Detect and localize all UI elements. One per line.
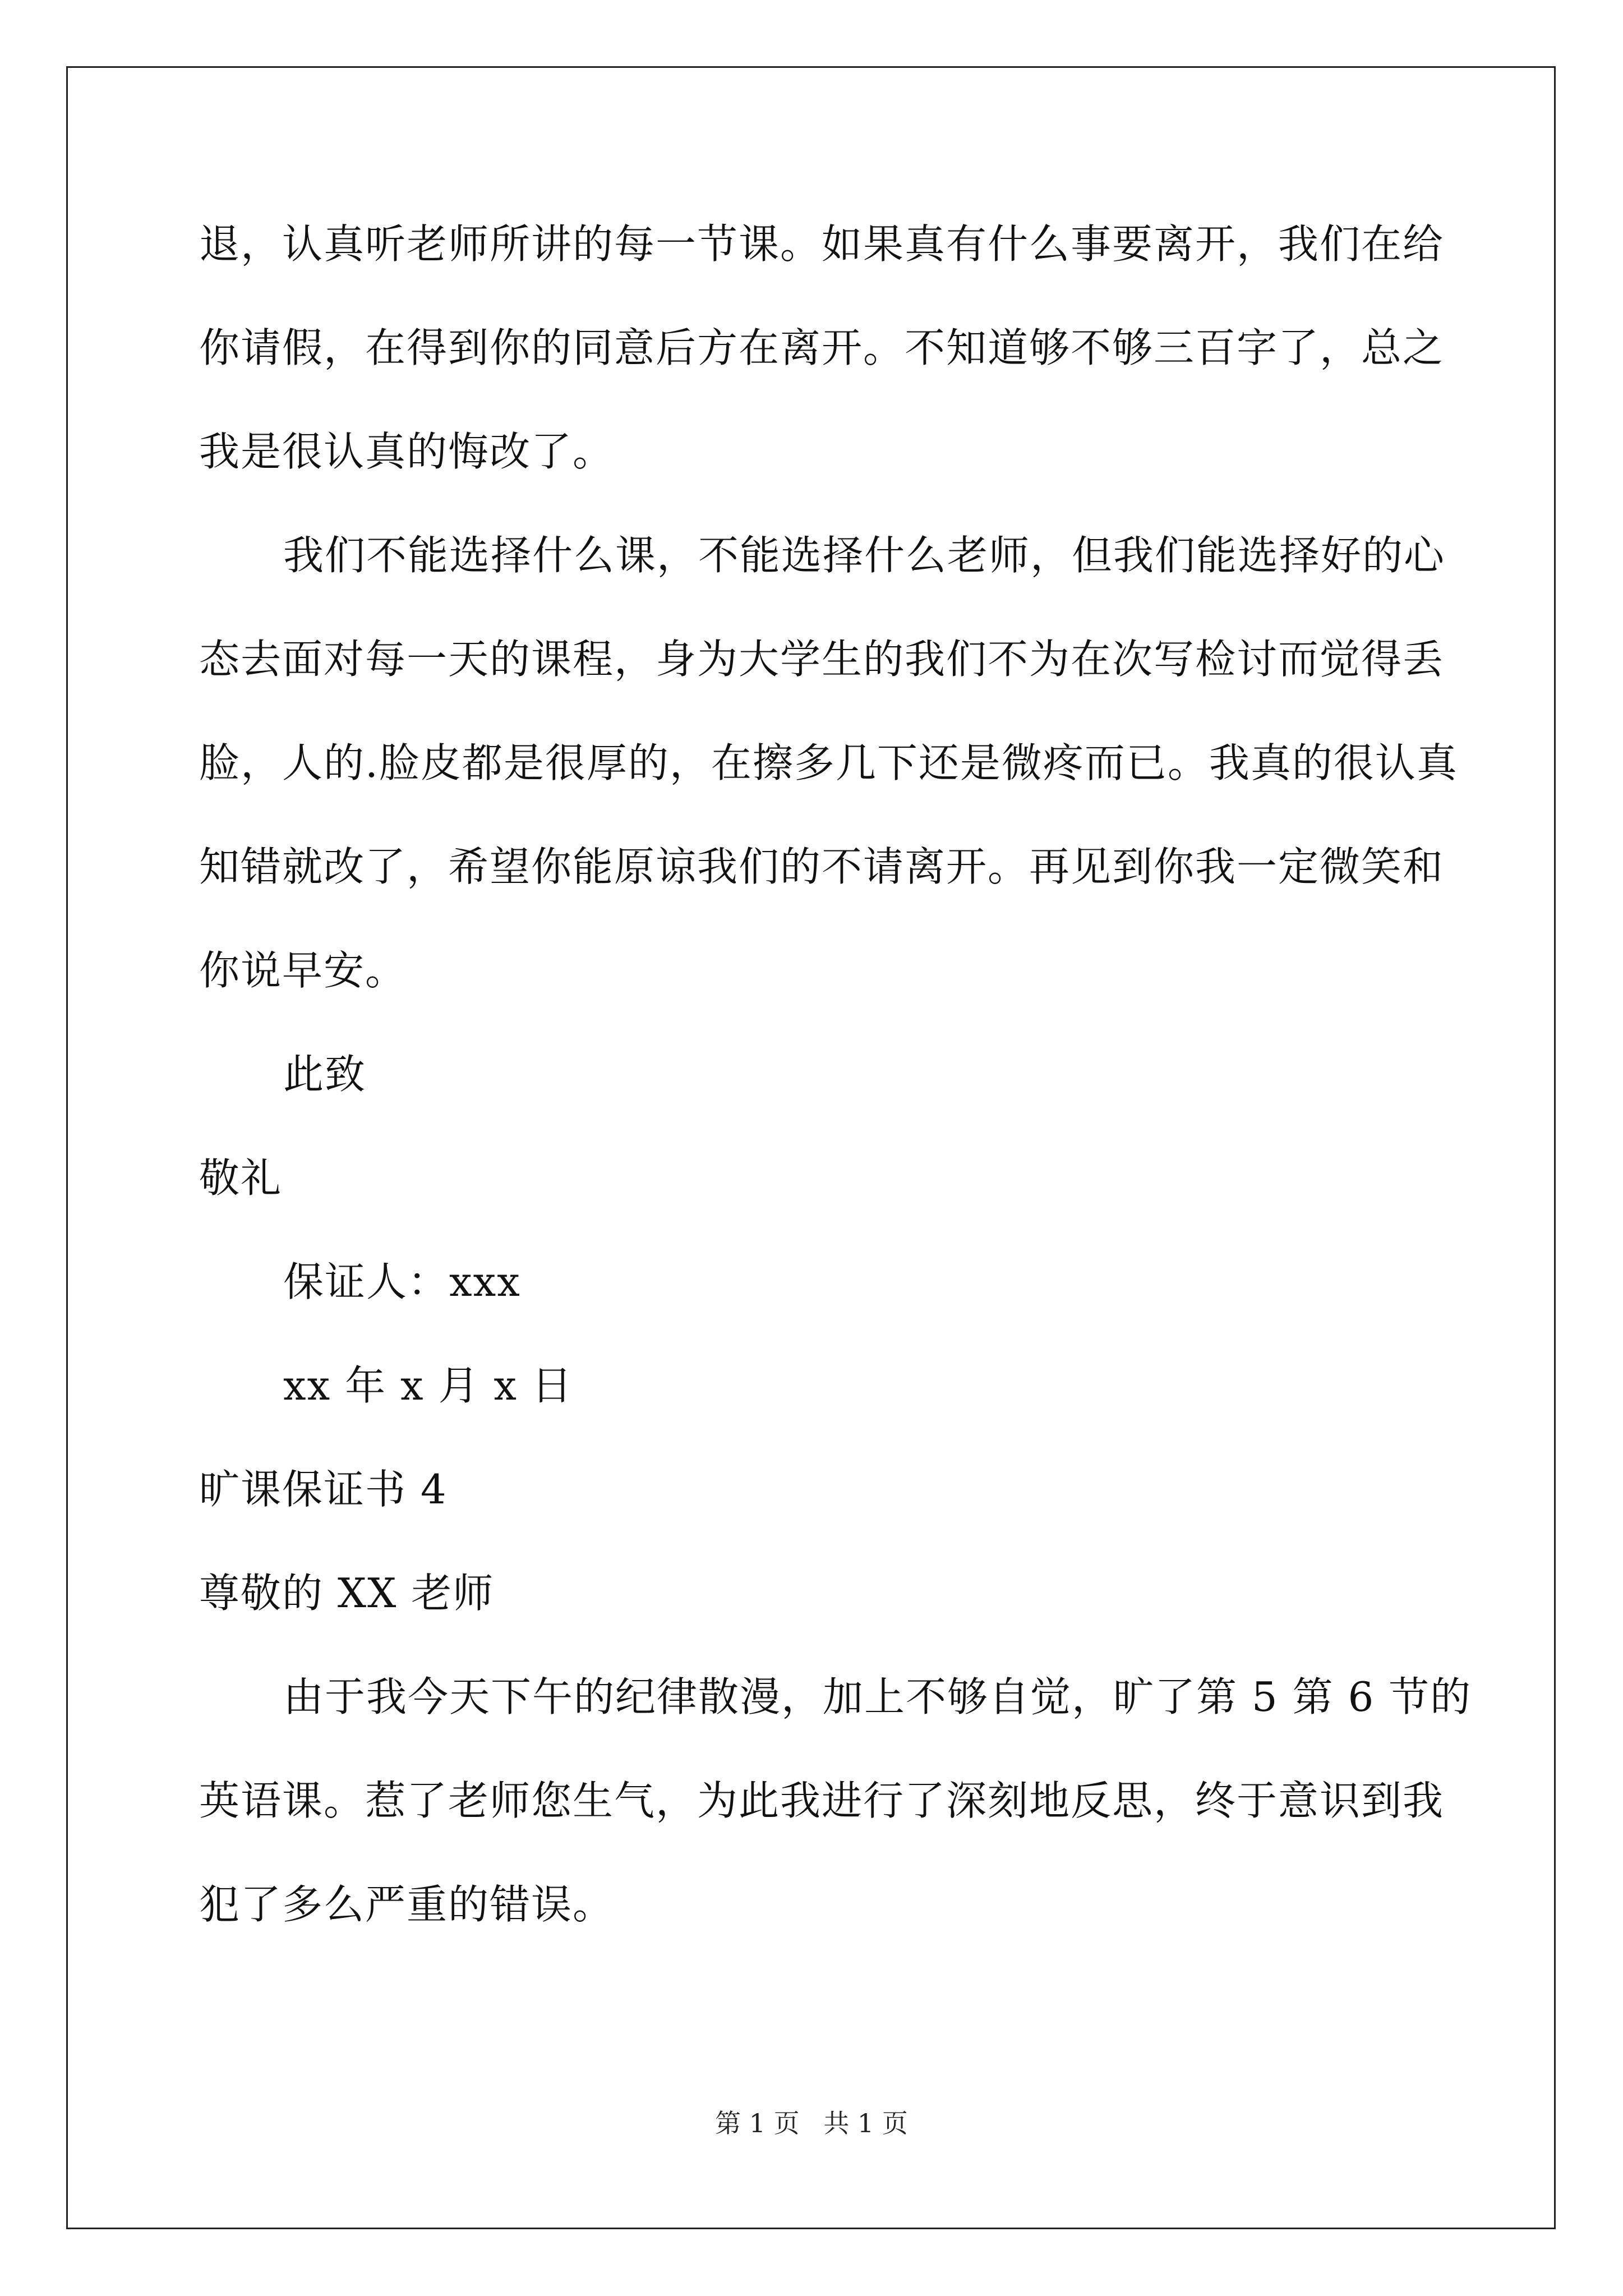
paragraph-line: 犯了多么严重的错误。 [199, 1881, 615, 1928]
paragraph-line: 我们不能选择什么课，不能选择什么老师，但我们能选择好的心 [283, 532, 1446, 579]
date-line: xx 年 x 月 x 日 [283, 1362, 573, 1409]
closing-line: 此致 [283, 1051, 367, 1098]
paragraph-line: 你请假，在得到你的同意后方在离开。不知道够不够三百字了，总之 [199, 324, 1445, 371]
section-title: 旷课保证书 4 [199, 1466, 448, 1513]
paragraph-line: 脸，人的.脸皮都是很厚的，在擦多几下还是微疼而已。我真的很认真 [199, 739, 1458, 786]
paragraph-line: 我是很认真的悔改了。 [199, 428, 615, 475]
paragraph-line: 态去面对每一天的课程，身为大学生的我们不为在次写检讨而觉得丢 [199, 636, 1445, 683]
paragraph-line: 你说早安。 [199, 947, 407, 994]
page-footer [0, 2106, 1623, 2140]
paragraph-line: 退，认真听老师所讲的每一节课。如果真有什么事要离开，我们在给 [199, 220, 1445, 268]
paragraph-line: 知错就改了，希望你能原谅我们的不请离开。再见到你我一定微笑和 [199, 843, 1445, 890]
greeting-line: 尊敬的 XX 老师 [199, 1570, 495, 1617]
guarantor-line: 保证人：xxx [283, 1258, 521, 1305]
paragraph-line: 英语课。惹了老师您生气，为此我进行了深刻地反思，终于意识到我 [199, 1777, 1445, 1824]
page-number-total: 共 1 页 [823, 2108, 908, 2138]
page-number-current: 第 1 页 [715, 2108, 800, 2138]
salutation-line: 敬礼 [199, 1154, 283, 1202]
paragraph-line: 由于我今天下午的纪律散漫，加上不够自觉，旷了第 5 第 6 节的 [283, 1673, 1472, 1720]
